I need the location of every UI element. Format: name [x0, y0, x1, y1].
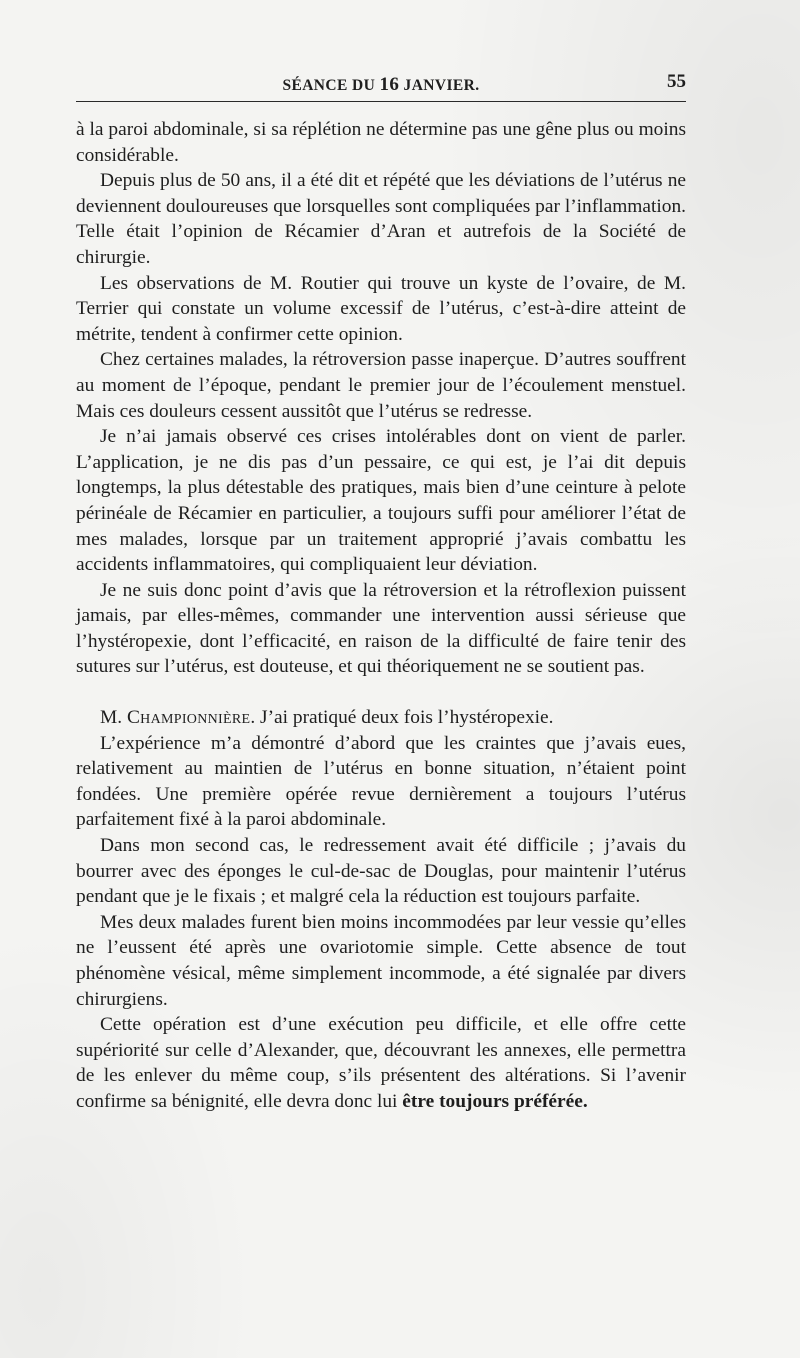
- speaker-paragraph: [76, 705, 686, 731]
- title-day: 16: [379, 74, 400, 95]
- paragraph-text: Cette opération est d’une exécution peu difficile, et elle offre cette supériorité sur celle d’Alexander, que, découvrant les annexes, elle permettra de les enlever du même coup, s’ils présentent des altérations. Si l’avenir confirme sa bénignité, elle devra donc lui: [76, 1014, 686, 1112]
- speaker-prefix: M.: [100, 707, 127, 729]
- page-number: 55: [667, 71, 686, 92]
- paragraph: Chez certaines malades, la rétroversion passe inaperçue. D’autres souffrent au moment de l’époque, pendant le premier jour de l’écoulement menstuel. Mais ces douleurs cessent aussitôt que l’utérus se redresse.: [76, 349, 686, 422]
- speaker-name: Championnière: [126, 707, 251, 729]
- header-rule: [76, 101, 686, 102]
- paragraph: Je n’ai jamais observé ces crises intolérables dont on vient de parler. L’application, je ne dis pas d’un pessaire, ce qui est, je l’ai dit depuis longtemps, la plus détestable des pratiques, mais bien d’une ceinture à pelote périnéale de Récamier en particulier, a toujours suffi pour améliorer l’état de mes malades, lorsque par un traitement approprié j’avais combattu les accidents inflammatoires, qui compliquaient leur déviation.: [76, 426, 686, 576]
- paragraph: [76, 1012, 686, 1114]
- paragraph: Dans mon second cas, le redressement avait été difficile ; j’avais du bourrer avec des éponges le cul-de-sac de Douglas, pour maintenir l’utérus pendant que je le fixais ; et malgré cela la réduction est toujours parfaite.: [76, 835, 686, 908]
- body-text: [76, 117, 686, 1115]
- title-prefix: SÉANCE DU: [282, 77, 380, 94]
- closing-phrase: être toujours préférée.: [402, 1090, 588, 1112]
- paragraph: L’expérience m’a démontré d’abord que les craintes que j’avais eues, relativement au maintien de l’utérus en bonne situation, n’étaient point fondées. Une première opérée revue dernièrement a toujours l’utérus parfaitement fixé à la paroi abdominale.: [76, 732, 686, 831]
- paragraph: Depuis plus de 50 ans, il a été dit et répété que les déviations de l’utérus ne deviennent douloureuses que lorsquelles sont compliquées par l’inflammation. Telle était l’opinion de Récamier d’Aran et autrefois de la Société de chirurgie.: [76, 170, 686, 268]
- speaker-statement: . J’ai pratiqué deux fois l’hystéropexie.: [250, 707, 554, 729]
- paragraph: Les observations de M. Routier qui trouve un kyste de l’ovaire, de M. Terrier qui constate un volume excessif de l’utérus, c’est-à-dire atteint de métrite, tendent à confirmer cette opinion.: [76, 272, 686, 345]
- running-title: [76, 74, 686, 96]
- title-suffix: JANVIER.: [399, 77, 480, 94]
- running-header: [76, 72, 686, 96]
- paragraph-continuation: à la paroi abdominale, si sa réplétion ne détermine pas une gêne plus ou moins considérable.: [76, 119, 686, 166]
- paragraph: Mes deux malades furent bien moins incommodées par leur vessie qu’elles ne l’eussent été après une ovariotomie simple. Cette absence de tout phénomène vésical, même simplement incommode, a été signalée par divers chirurgiens.: [76, 911, 686, 1010]
- paragraph: Je ne suis donc point d’avis que la rétroversion et la rétroflexion puissent jamais, par elles-mêmes, commander une intervention aussi sérieuse que l’hystéropexie, dont l’efficacité, en raison de la difficulté de faire tenir des sutures sur l’utérus, est douteuse, et qui théoriquement ne se soutient pas.: [76, 579, 686, 678]
